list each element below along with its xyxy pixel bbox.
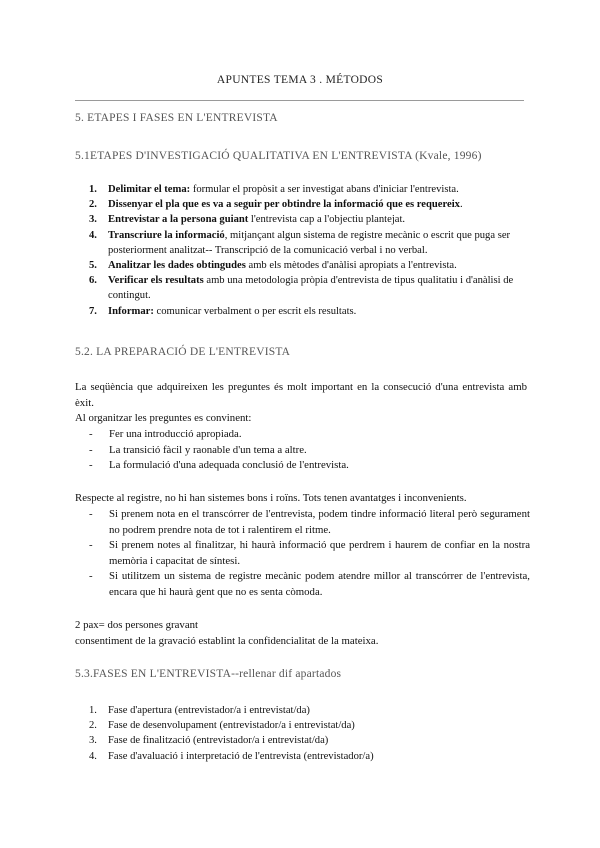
list-item: - Si prenem notes al finalitzar, hi haurà informació que perdrem i haurem de confiar en la nostra memòria i capacitat de síntesi. — [89, 539, 530, 567]
list-item: 3. Fase de finalització (entrevistador/a i entrevistat/da) — [89, 735, 329, 747]
paragraph-registre: Respecte al registre, no hi han sistemes bons i roïns. Tots tenen avantatges i inconvenients. — [75, 492, 467, 504]
list-item: 2. Dissenyar el pla que es va a seguir per obtindre la informació que es requereix. — [89, 199, 463, 211]
list-item: - Si prenem nota en el transcórrer de l'entrevista, podem tindre informació literal però segurament no podrem prendre nota de tot i ralentirem el ritme. — [89, 508, 530, 536]
etapes-list — [75, 182, 530, 319]
list-item: - Si utilitzem un sistema de registre mecànic podem atendre millor al transcórrer de l'entrevista, encara que hi haurà gent que no es senta còmoda. — [89, 570, 530, 598]
paragraph-organize: Al organitzar les preguntes es convinent: — [75, 412, 252, 424]
fases-list — [75, 703, 530, 764]
list-item: 1. Fase d'apertura (entrevistador/a i entrevistat/da) — [89, 705, 310, 716]
registre-list — [75, 507, 530, 600]
list-item: 4. Transcriure la informació, mitjançant algun sistema de registre mecànic o escrit que puga ser posteriorment analitzat-- Transcripció de la comunicació verbal i no verbal. — [89, 229, 511, 256]
list-item: 7. Informar: comunicar verbalment o per escrit els resultats. — [89, 305, 357, 317]
list-item: 3. Entrevistar a la persona guiant l'entrevista cap a l'objectiu plantejat. — [89, 214, 406, 226]
list-item: - La formulació d'una adequada conclusió de l'entrevista. — [89, 459, 349, 471]
list-item: 5. Analitzar les dades obtingudes amb els mètodes d'anàlisi apropiats a l'entrevista. — [89, 260, 457, 272]
section-5-2-heading: 5.2. LA PREPARACIÓ DE L'ENTREVISTA — [75, 346, 291, 358]
list-item: 6. Verificar els resultats amb una metodologia pròpia d'entrevista de tipus qualitatiu i d'anàlisi de contingut. — [89, 275, 514, 302]
list-item: 4. Fase d'avaluació i interpretació de l'entrevista (entrevistador/a) — [89, 750, 374, 762]
section-5-3-heading: 5.3.FASES EN L'ENTREVISTA--rellenar dif apartados — [75, 668, 342, 680]
list-item: 1. Delimitar el tema: formular el propòsit a ser investigat abans d'iniciar l'entrevista. — [89, 184, 459, 195]
paragraph-sequence: La seqüència que adquireixen les preguntes és molt important en la consecució d'una entrevista amb èxit. — [75, 381, 527, 409]
list-item: - La transició fàcil y raonable d'un tema a altre. — [89, 443, 307, 456]
section-5-heading: 5. ETAPES I FASES EN L'ENTREVISTA — [75, 112, 278, 124]
paragraph-consentiment: consentiment de la gravació establint la confidencialitat de la mateixa. — [75, 635, 379, 647]
section-5-1-heading: 5.1ETAPES D'INVESTIGACIÓ QUALITATIVA EN L'ENTREVISTA (Kvale, 1996) — [75, 150, 482, 162]
list-item: 2. Fase de desenvolupament (entrevistador/a i entrevistat/da) — [89, 720, 355, 732]
page-title: APUNTES TEMA 3 . MÉTODOS — [216, 74, 384, 86]
organize-list — [75, 427, 530, 474]
list-item: - Fer una introducció apropiada. — [89, 428, 242, 440]
title-divider — [75, 100, 524, 101]
paragraph-gravant: 2 pax= dos persones gravant — [75, 619, 199, 631]
